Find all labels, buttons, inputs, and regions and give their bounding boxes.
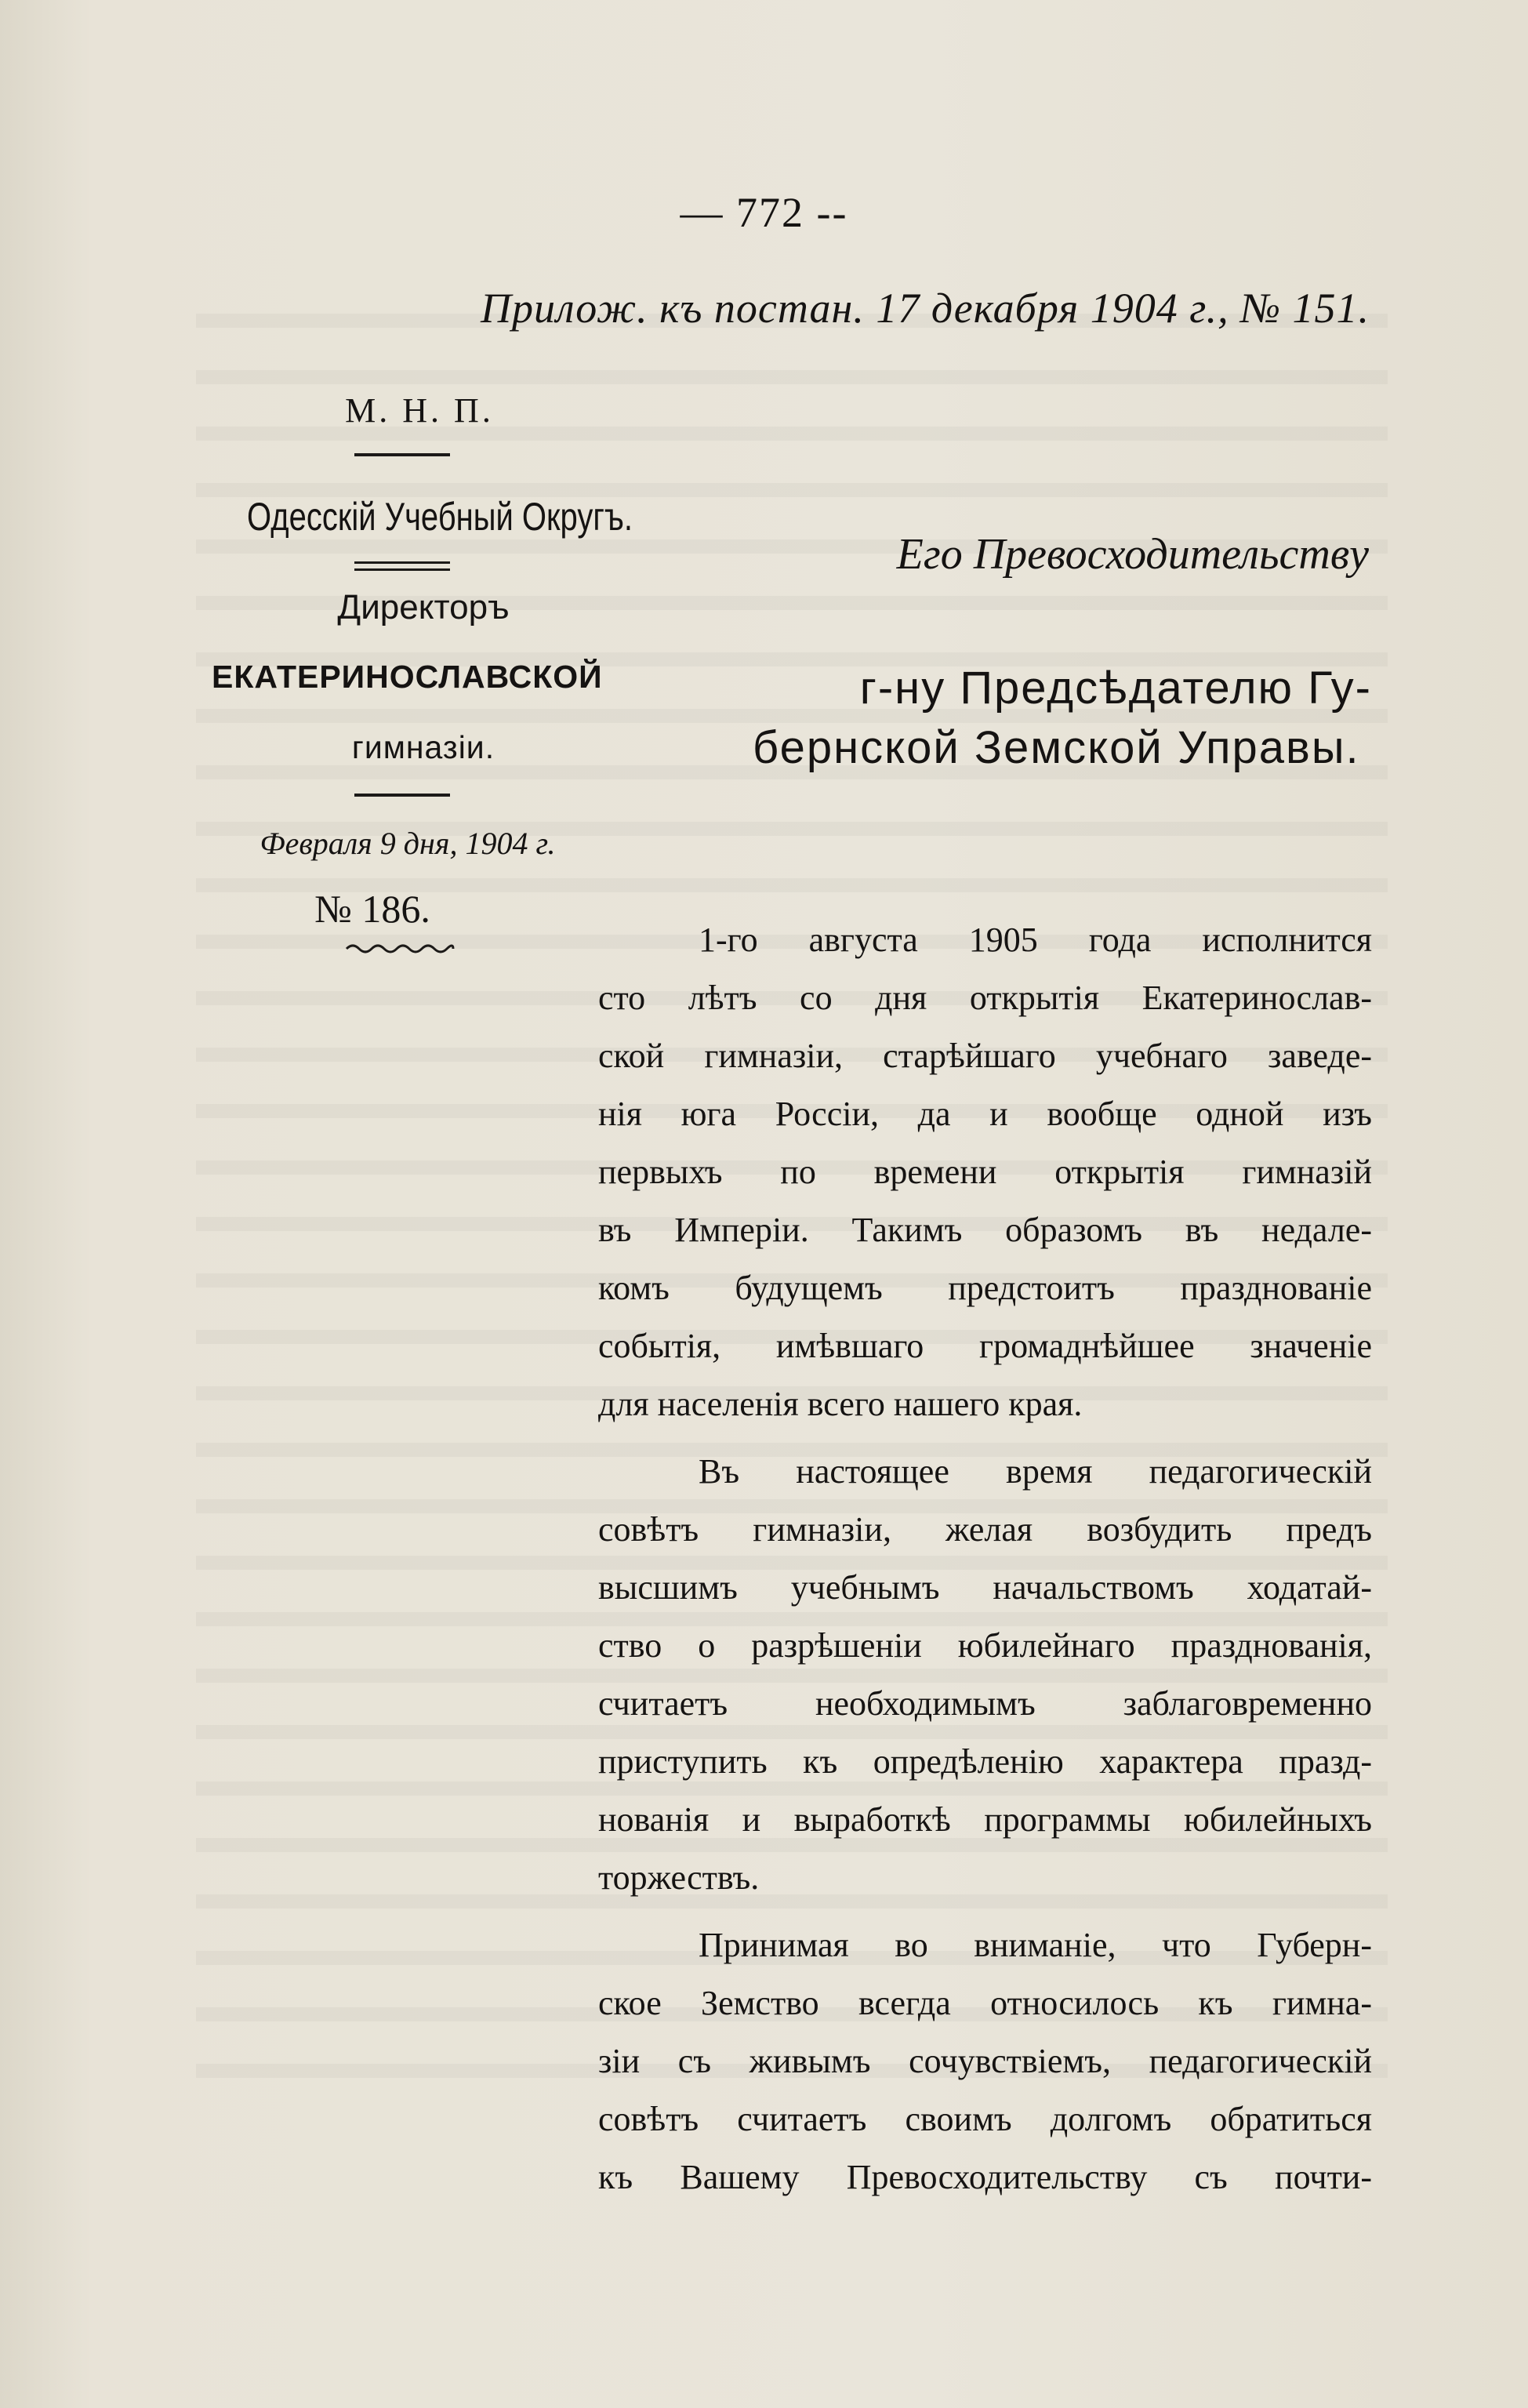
school-type: гимназіи. [351,729,495,765]
text-line: ской гимназіи, старѣйшаго учебнаго заведе- [598,1037,1372,1075]
addressee-line-1: г-ну Предсѣдателю Гу- [859,663,1372,714]
text-line: для населенія всего нашего края. [598,1385,1083,1423]
text-line: Принимая во вниманіе, что Губерн- [699,1926,1372,1964]
district-name: Одесскій Учебный Округъ. [247,495,633,539]
text-line: совѣтъ считаетъ своимъ долгомъ обратиться [598,2100,1372,2138]
text-line: нованія и выработкѣ программы юбилейныхъ [598,1800,1372,1839]
text-line: торжествъ. [598,1858,760,1897]
double-rule-bottom [354,568,450,571]
text-line: нія юга Россіи, да и вообще одной изъ [598,1095,1372,1133]
text-line: высшимъ учебнымъ начальствомъ ходатай- [598,1568,1372,1607]
text-line: къ Вашему Превосходительству съ почти- [598,2158,1372,2196]
text-line: ское Земство всегда относилось къ гимна- [598,1984,1372,2022]
letter-body [598,911,1372,2216]
ornament-squiggle [345,941,455,957]
sender-title: Директоръ [337,588,510,627]
text-line: приступить къ опредѣленію характера празд- [598,1742,1372,1781]
divider [354,794,450,797]
text-line: первыхъ по времени открытія гимназій [598,1153,1372,1191]
text-line: сто лѣтъ со дня открытія Екатеринослав- [598,979,1372,1017]
text-line: событія, имѣвшаго громаднѣйшее значеніе [598,1327,1372,1365]
addressee-block [753,659,1372,778]
text-line: комъ будущемъ предстоитъ празднованіе [598,1269,1372,1307]
text-line: совѣтъ гимназіи, желая возбудить предъ [598,1510,1372,1549]
school-city: ЕКАТЕРИНОСЛАВСКОЙ [212,659,603,695]
reference-line: Прилож. къ постан. 17 декабря 1904 г., № 151. [481,285,1370,332]
addressee-line-2: бернской Земской Управы. [753,722,1360,773]
text-line: ство о разрѣшеніи юбилейнаго празднованія, [598,1626,1372,1665]
text-line: зіи съ живымъ сочувствіемъ, педагогическій [598,2042,1372,2080]
paragraph-3 [598,1916,1372,2206]
paragraph-2 [598,1443,1372,1907]
ministry-abbrev: М. Н. П. [345,391,494,430]
divider [354,453,450,456]
text-line: считаетъ необходимымъ заблаговременно [598,1684,1372,1723]
text-line: въ Имперіи. Такимъ образомъ въ недале- [598,1211,1372,1249]
text-line: 1-го августа 1905 года исполнится [699,921,1372,959]
double-rule-top [354,561,450,564]
addressee-honorific: Его Превосходительству [896,530,1369,579]
paragraph-1 [598,911,1372,1433]
page-number: — 772 -- [680,189,848,236]
letter-date: Февраля 9 дня, 1904 г. [260,826,556,861]
text-line: Въ настоящее время педагогическій [699,1452,1372,1491]
letter-number: № 186. [314,887,430,931]
